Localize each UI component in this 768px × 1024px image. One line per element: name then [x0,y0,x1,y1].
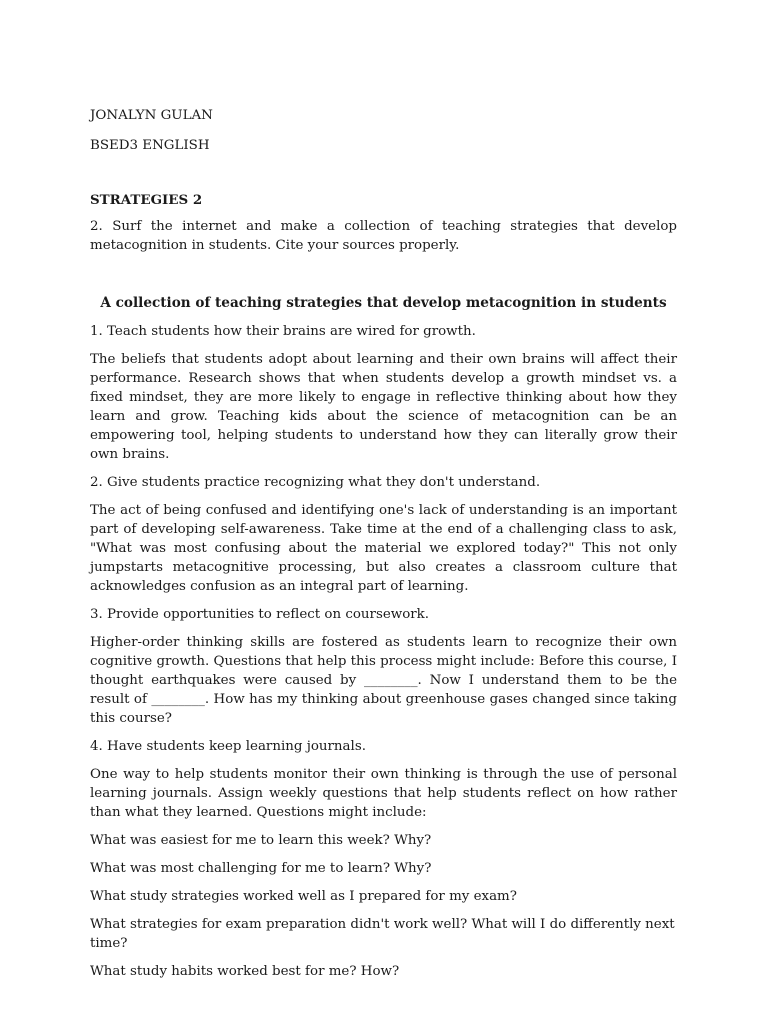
strategy-1-body: The beliefs that students adopt about learning and their own brains will affect their performance. Research shows that when students develop a growth mindset vs. a fixed mindset, they are more likely to engage in reflective thinking about how they learn and grow. Teaching kids about the science of metacognition can be an empowering tool, helping students to understand how they can literally grow their own brains. [90,352,677,462]
section-title: STRATEGIES 2 [90,192,203,208]
journal-question: What was most challenging for me to learn? Why? [90,861,432,876]
strategy-3-body: Higher-order thinking skills are fostered as students learn to recognize their own cognitive growth. Questions that help this process might include: Before this course, I thought earthquakes were caused by ________. Now I understand them to be the result of ________. How has my thinking about greenhouse gases changed since taking this course? [90,635,677,726]
strategy-2-title: 2. Give students practice recognizing what they don't understand. [90,475,541,490]
journal-question: What study habits worked best for me? How? [90,964,400,979]
author-course: BSED3 ENGLISH [90,138,210,153]
strategy-4-title: 4. Have students keep learning journals. [90,739,366,754]
journal-question: What study strategies worked well as I prepared for my exam? [90,889,517,904]
journal-question: What was easiest for me to learn this week? Why? [90,833,432,848]
strategy-3-title: 3. Provide opportunities to reflect on coursework. [90,607,430,622]
strategy-2-body: The act of being confused and identifying one's lack of understanding is an important part of developing self-awareness. Take time at the end of a challenging class to ask, "What was most confusing about the material we explored today?" This not only jumpstarts metacognitive processing, but also creates a classroom culture that acknowledges confusion as an integral part of learning. [90,503,677,594]
strategy-4-body: One way to help students monitor their own thinking is through the use of personal learning journals. Assign weekly questions that help students reflect on how rather than what they learned. Questions might include: [90,767,677,820]
document-heading: A collection of teaching strategies that develop metacognition in students [100,295,667,311]
author-name: JONALYN GULAN [90,108,213,123]
journal-question: What strategies for exam preparation didn't work well? What will I do differently next time? [90,917,675,951]
strategy-1-title: 1. Teach students how their brains are wired for growth. [90,324,476,339]
document-page [90,106,677,990]
assignment-prompt: 2. Surf the internet and make a collection of teaching strategies that develop metacognition in students. Cite your sources properly. [90,219,677,253]
